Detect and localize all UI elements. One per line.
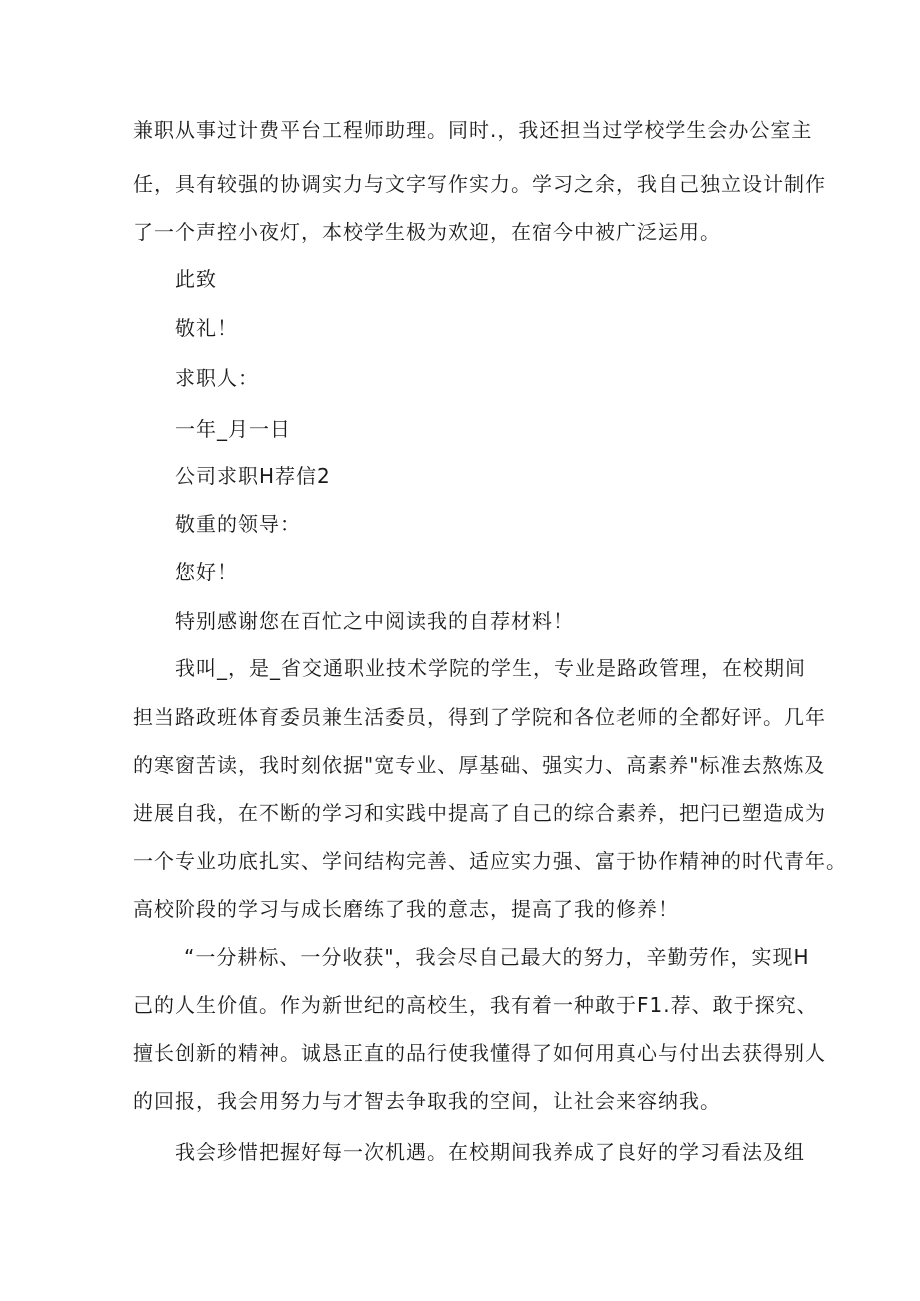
paragraph-line: 任，具有较强的协调实力与文字写作实力。学习之余，我自己独立设计制作 [133, 172, 826, 196]
paragraph-line: “一分耕标、一分收获"，我会尽自己最大的努力，辛勤劳作，实现H [184, 945, 810, 969]
recipient-greeting: 敬重的领导： [175, 512, 301, 536]
thanks-line: 特别感谢您在百忙之中阅读我的自荐材料！ [175, 609, 574, 633]
letter-date: 一年_月一日 [175, 417, 291, 441]
paragraph-line: 己的人生价值。作为新世纪的高校生，我有着一种敢于F1.荐、敢于探究、 [133, 993, 818, 1017]
closing-salutation: 此致 [175, 267, 217, 291]
paragraph-line: 兼职从事过计费平台工程师助理。同时.，我还担当过学校学生会办公室主 [133, 118, 813, 142]
applicant-signature: 求职人： [175, 366, 259, 390]
paragraph-line: 进展自我，在不断的学习和实践中提高了自己的综合素养，把闩已塑造成为 [133, 801, 826, 825]
paragraph-line: 我会珍惜把握好每一次机遇。在校期间我养成了良好的学习看法及组 [175, 1140, 805, 1164]
greeting-line: 您好！ [175, 560, 238, 584]
paragraph-line: 擅长创新的精神。诚恳正直的品行使我懂得了如何用真心与付出去获得别人 [133, 1041, 826, 1065]
paragraph-line: 高校阶段的学习与成长磨练了我的意志，提高了我的修养！ [133, 897, 679, 921]
paragraph-line: 担当路政班体育委员兼生活委员，得到了学院和各位老师的全都好评。几年 [133, 705, 826, 729]
paragraph-line: 的回报，我会用努力与才智去争取我的空间，让社会来容纳我。 [133, 1089, 721, 1113]
paragraph-line: 了一个声控小夜灯，本校学生极为欢迎，在宿今中被广泛运用。 [133, 220, 721, 244]
paragraph-line: 我叫_，是_省交通职业技术学院的学生，专业是路政管理，在校期间 [175, 656, 806, 680]
paragraph-line: 的寒窗苦读，我时刻依据"宽专业、厚基础、强实力、高素养"标准去熬炼及 [133, 753, 826, 777]
letter-title: 公司求职H荐信2 [175, 464, 331, 488]
paragraph-line: 一个专业功底扎实、学问结构完善、适应实力强、富于协作精神的时代青年。 [133, 849, 847, 873]
closing-regards: 敬礼！ [175, 316, 238, 340]
